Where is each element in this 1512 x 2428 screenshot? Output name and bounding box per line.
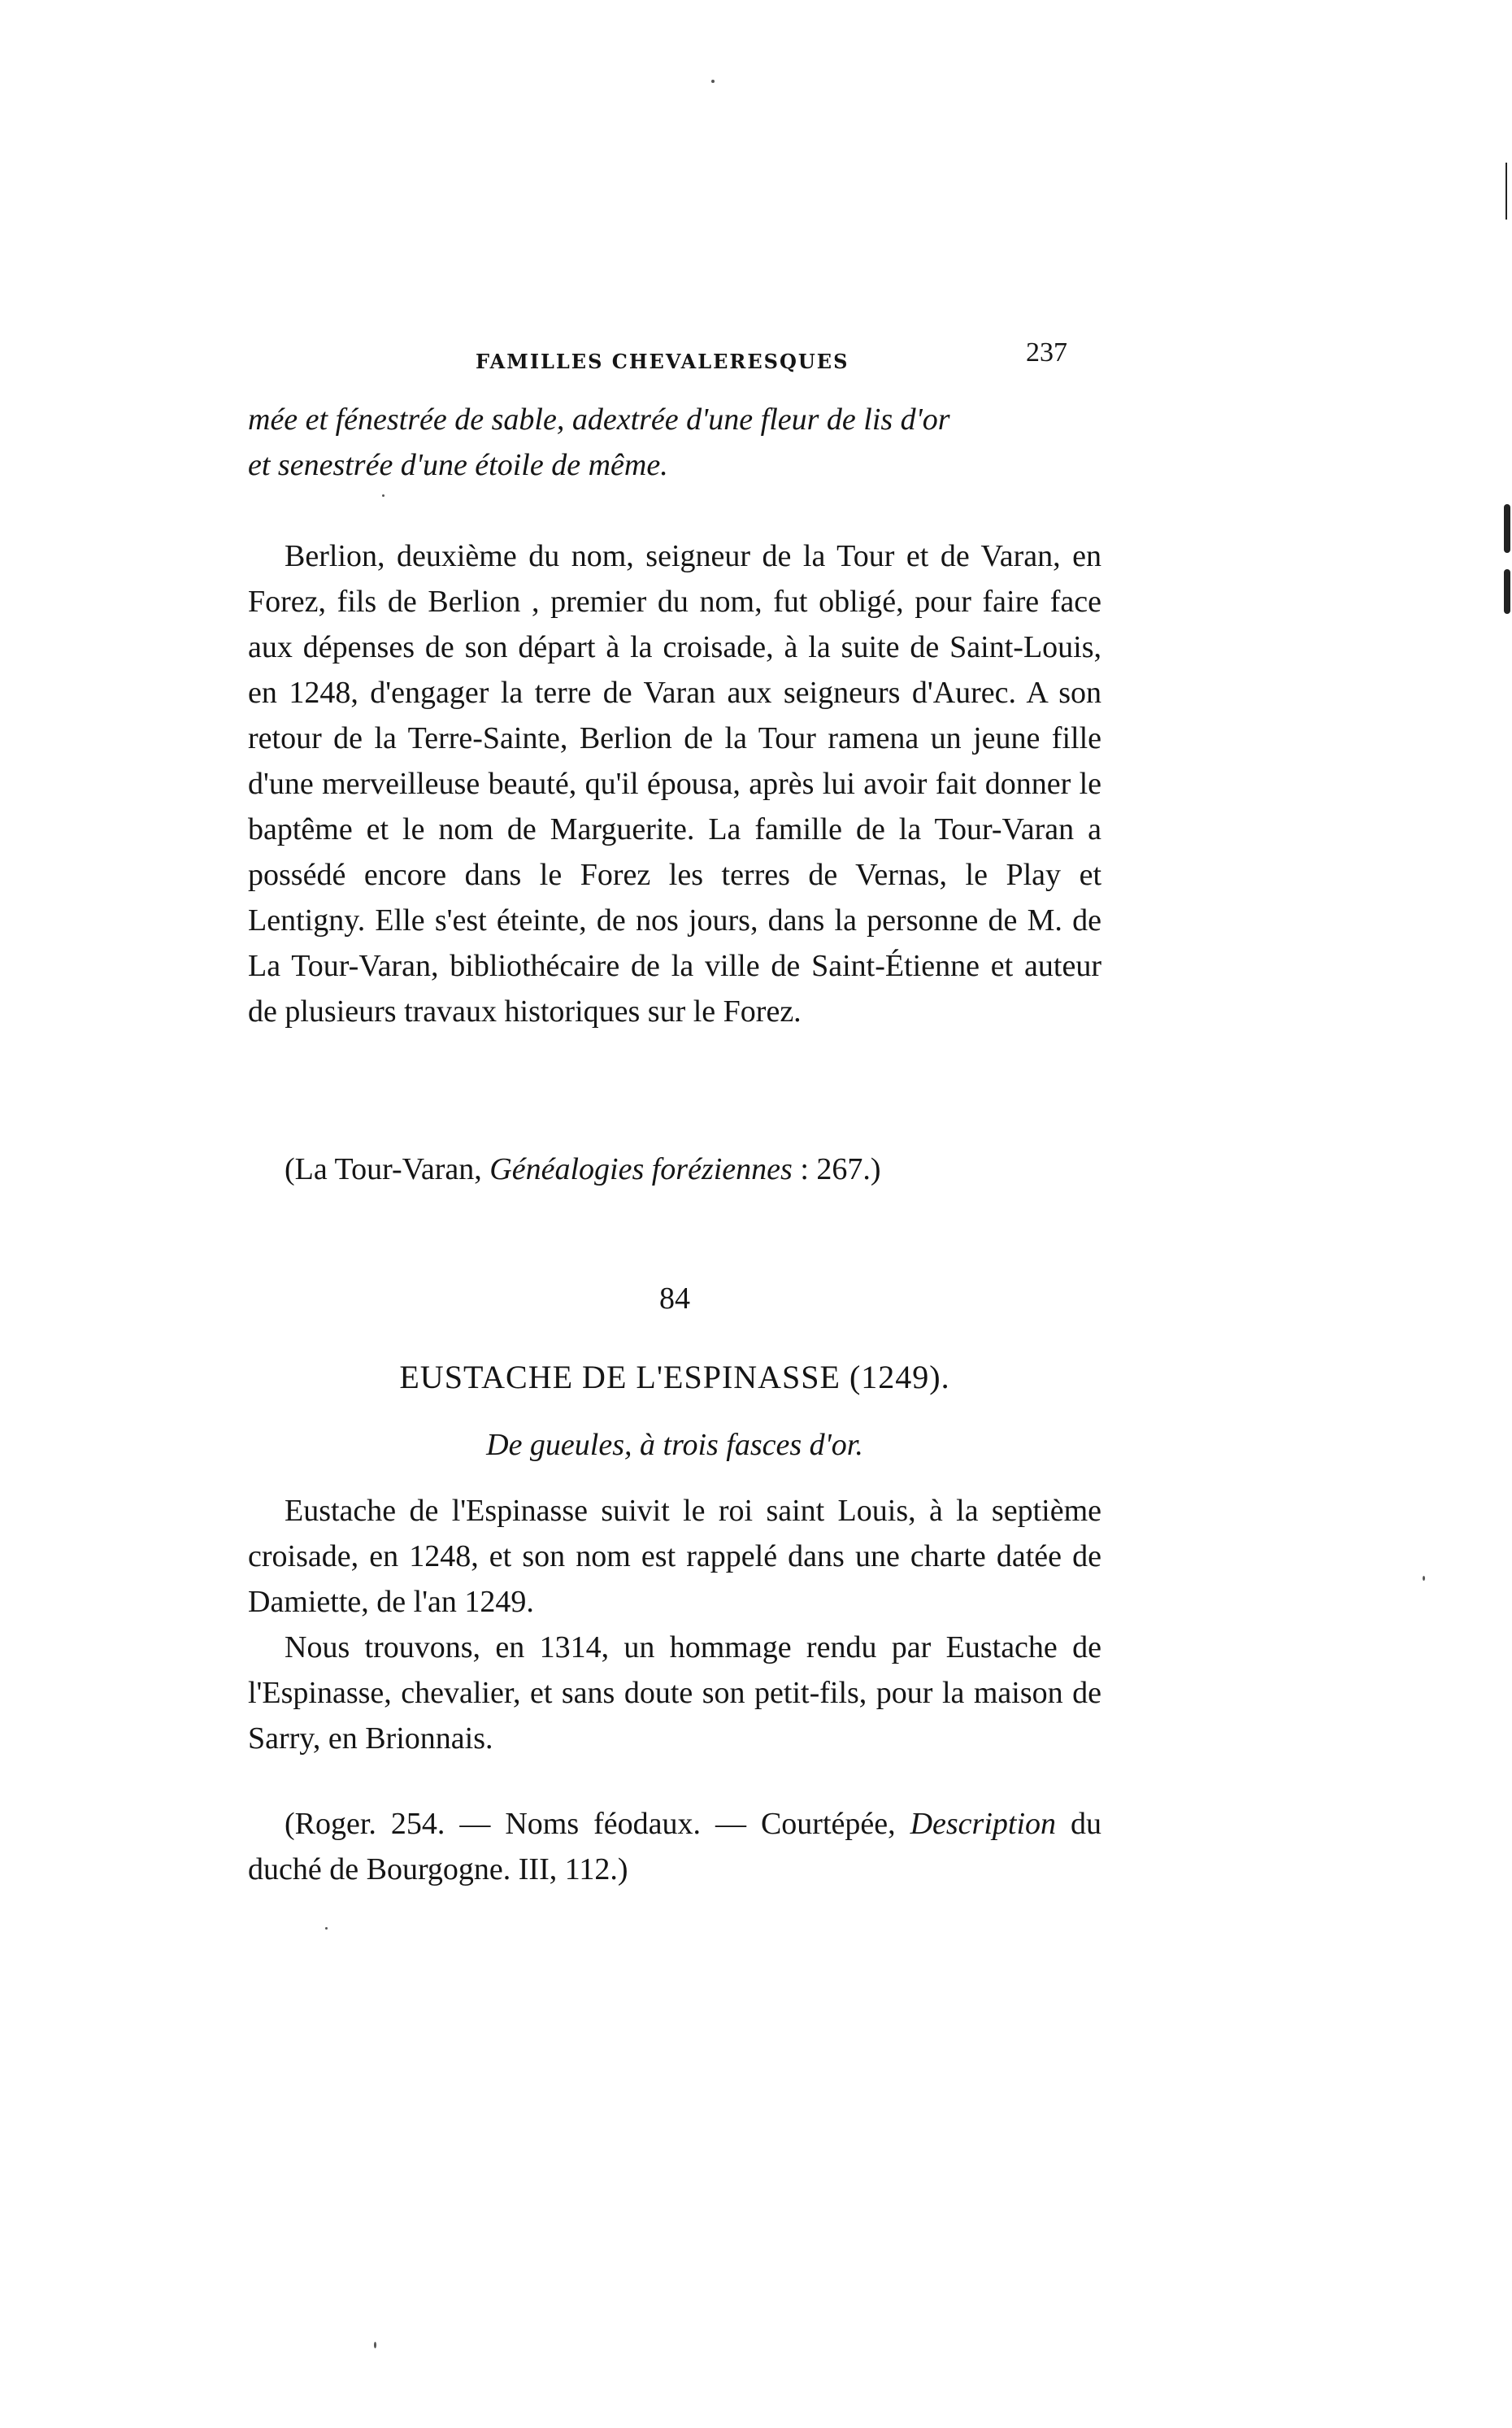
entry-title: EUSTACHE DE L'ESPINASSE (1249). [399,1359,950,1395]
entry-number: 84 [659,1281,690,1316]
berlion-section [248,533,1101,1034]
berlion-paragraph: Berlion, deuxième du nom, seigneur de la Tour et de Varan, en Forez, fils de Berlion , premier du nom, fut obligé, pour faire face aux dépenses de son départ à la croisade, à la suite de Saint-Louis, en 1248, d'engager la terre de Varan aux seigneurs d'Aurec. A son retour de la Terre-Sainte, Berlion de la Tour ramena un jeune fille d'une merveilleuse beauté, qu'il épousa, après lui avoir fait donner le baptême et le nom de Marguerite. La famille de la Tour-Varan a possédé encore dans le Forez les terres de Vernas, le Play et Lentigny. Elle s'est éteinte, de nos jours, dans la personne de M. de La Tour-Varan, bibliothécaire de la ville de Saint-Étienne et auteur de plusieurs travaux historiques sur le Forez. [248,539,1101,1029]
espinasse-paragraph-2: Nous trouvons, en 1314, un hommage rendu par Eustache de l'Espinasse, chevalier, et sans doute son petit-fils, pour la maison de Sarry, en Brionnais. [248,1630,1101,1756]
berlion-citation-prefix: (La Tour-Varan, [285,1152,490,1186]
continued-blazon-line-1: mée et fénestrée de sable, adextrée d'une fleur de lis d'or [248,402,950,437]
edge-mark [1505,163,1507,220]
page-number: 237 [1026,337,1067,368]
paper-speck [711,80,715,83]
continued-blazon [248,397,1101,488]
paper-speck [1423,1576,1425,1581]
berlion-citation [248,1147,1101,1192]
entry-blazon: De gueules, à trois fasces d'or. [486,1428,863,1462]
paper-speck [382,494,385,497]
berlion-citation-title: Généalogies foréziennes [489,1152,793,1186]
espinasse-citation [248,1801,1101,1892]
espinasse-citation-prefix: (Roger. 254. — Noms féodaux. — Courtépée, [285,1807,910,1841]
edge-mark [1504,569,1510,614]
paper-speck [325,1927,328,1930]
espinasse-citation-suffix: du duché de Bourgogne. III, 112.) [248,1807,1101,1886]
running-title: FAMILLES CHEVALERESQUES [476,350,849,373]
edge-mark [1504,504,1510,553]
paper-speck [374,2342,376,2348]
berlion-citation-suffix: : 267.) [792,1152,881,1186]
espinasse-paragraph-1: Eustache de l'Espinasse suivit le roi saint Louis, à la septième croisade, en 1248, et son nom est rappelé dans une charte datée de Damiette, de l'an 1249. [248,1494,1101,1619]
espinasse-section [248,1488,1101,1761]
continued-blazon-line-2: et senestrée d'une étoile de même. [248,448,668,482]
espinasse-citation-title: Description [910,1807,1057,1841]
